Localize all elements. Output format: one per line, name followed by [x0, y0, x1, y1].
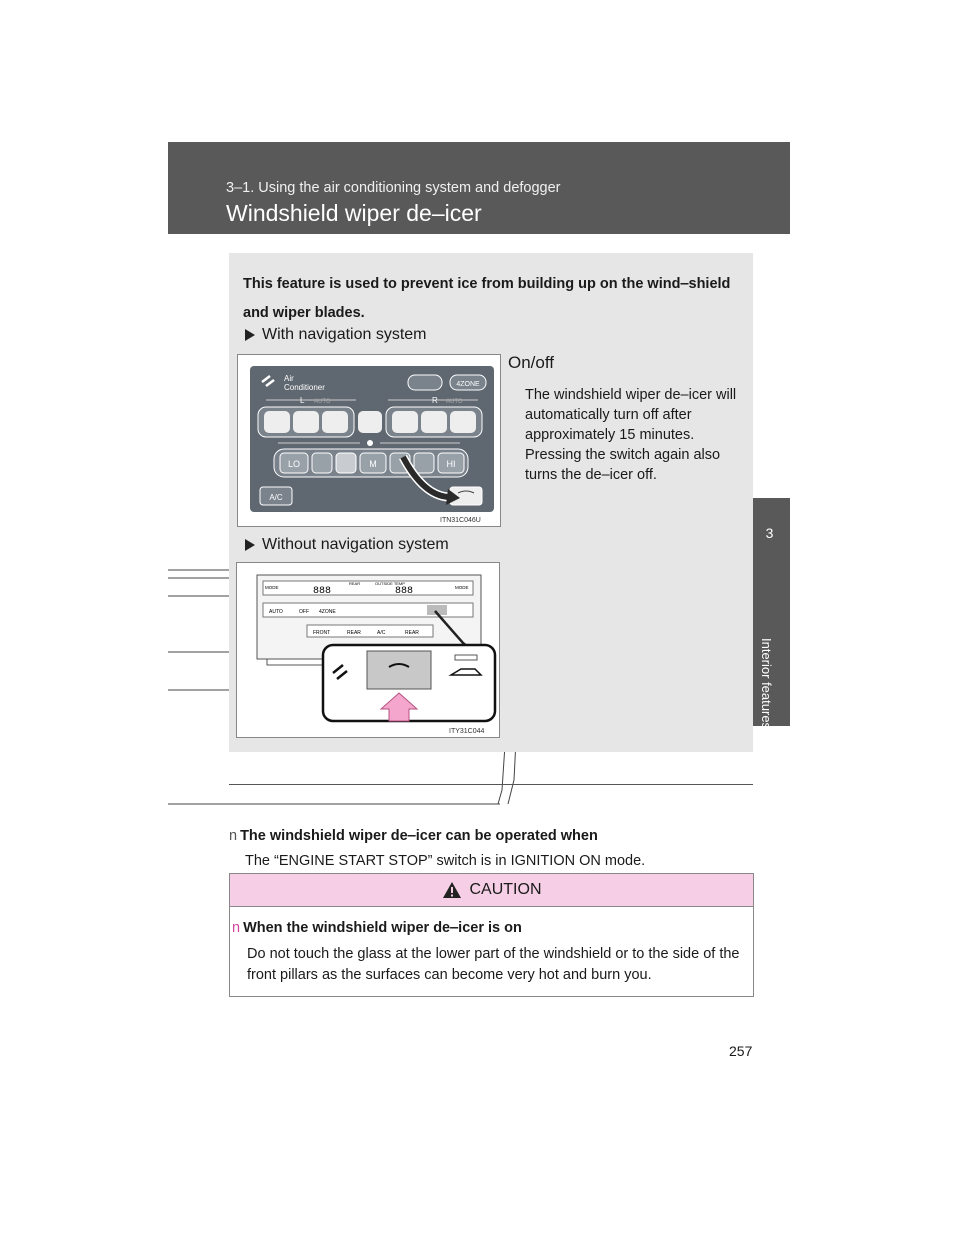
svg-text:Conditioner: Conditioner	[284, 383, 325, 392]
svg-text:M: M	[369, 459, 377, 469]
caution-bullet: n	[232, 920, 241, 936]
nav-ac-figure	[237, 354, 501, 527]
onoff-callout-title: On/off	[508, 353, 554, 372]
triangle-bullet-icon	[245, 329, 255, 341]
nonav-ac-figure	[236, 562, 500, 738]
note-heading-text: The windshield wiper de‒icer can be operated when	[240, 828, 598, 844]
svg-text:Air: Air	[284, 374, 294, 383]
page-number: 257	[729, 1043, 753, 1059]
nav-subheading-text: With navigation system	[262, 326, 427, 343]
svg-text:HI: HI	[446, 459, 456, 469]
onoff-callout-text: The windshield wiper de‒icer will automatically turn off after approximately 15 minutes. Pressing the switch again also turns the de‒icer off.	[525, 387, 737, 483]
svg-text:AUTO: AUTO	[269, 609, 283, 615]
chapter-tab	[749, 498, 790, 730]
note-text: The “ENGINE START STOP” switch is in IGNITION ON mode.	[245, 853, 646, 869]
svg-text:AUTO: AUTO	[446, 399, 463, 405]
svg-text:OUTSIDE TEMP: OUTSIDE TEMP	[375, 581, 405, 586]
chapter-number: 3	[765, 525, 774, 541]
section-title: 3‒1. Using the air conditioning system and defogger	[226, 180, 561, 196]
svg-text:AUTO: AUTO	[314, 399, 331, 405]
svg-text:OFF: OFF	[299, 609, 309, 615]
caution-title: CAUTION	[469, 881, 542, 898]
svg-text:LO: LO	[287, 459, 301, 469]
caution-heading	[232, 920, 522, 936]
caution-heading-text: When the windshield wiper de‒icer is on	[243, 920, 522, 936]
intro-text: This feature is used to prevent ice from building up on the wind‒shield and wiper blades.	[243, 276, 731, 321]
svg-text:4ZONE: 4ZONE	[456, 381, 480, 388]
svg-text:REAR: REAR	[347, 630, 361, 636]
svg-text:R: R	[432, 396, 438, 405]
nonav-ac-panel	[237, 563, 499, 737]
triangle-bullet-icon	[245, 539, 255, 551]
caution-box	[229, 873, 754, 997]
svg-text:L: L	[300, 396, 305, 405]
svg-text:FRONT: FRONT	[313, 630, 331, 636]
svg-text:MODE: MODE	[455, 585, 469, 590]
svg-text:MODE: MODE	[265, 585, 279, 590]
nav-ac-panel	[238, 355, 500, 526]
svg-text:REAR: REAR	[349, 581, 361, 586]
note-heading	[229, 828, 598, 844]
svg-text:REAR: REAR	[405, 630, 419, 636]
chapter-label: Interior features	[759, 638, 774, 730]
section-divider	[229, 784, 753, 785]
svg-text:4ZONE: 4ZONE	[319, 609, 336, 615]
page-title: Windshield wiper de‒icer	[226, 200, 482, 226]
svg-text:888: 888	[313, 586, 332, 597]
caution-header	[230, 874, 753, 907]
section-header	[168, 142, 790, 234]
svg-text:ITY31C044: ITY31C044	[449, 728, 485, 735]
caution-text: Do not touch the glass at the lower part of the windshield or to the side of the front pillars as the surfaces can become very hot and burn you.	[247, 946, 740, 983]
note-bullet: n	[229, 828, 238, 844]
warning-icon	[442, 881, 462, 899]
svg-text:ITN31C046U: ITN31C046U	[440, 517, 481, 524]
svg-text:888: 888	[395, 586, 414, 597]
nav-subheading	[245, 326, 427, 344]
svg-text:A/C: A/C	[377, 630, 386, 636]
svg-text:A/C: A/C	[269, 493, 283, 502]
nonav-subheading-text: Without navigation system	[262, 536, 449, 553]
nonav-subheading	[245, 536, 449, 554]
